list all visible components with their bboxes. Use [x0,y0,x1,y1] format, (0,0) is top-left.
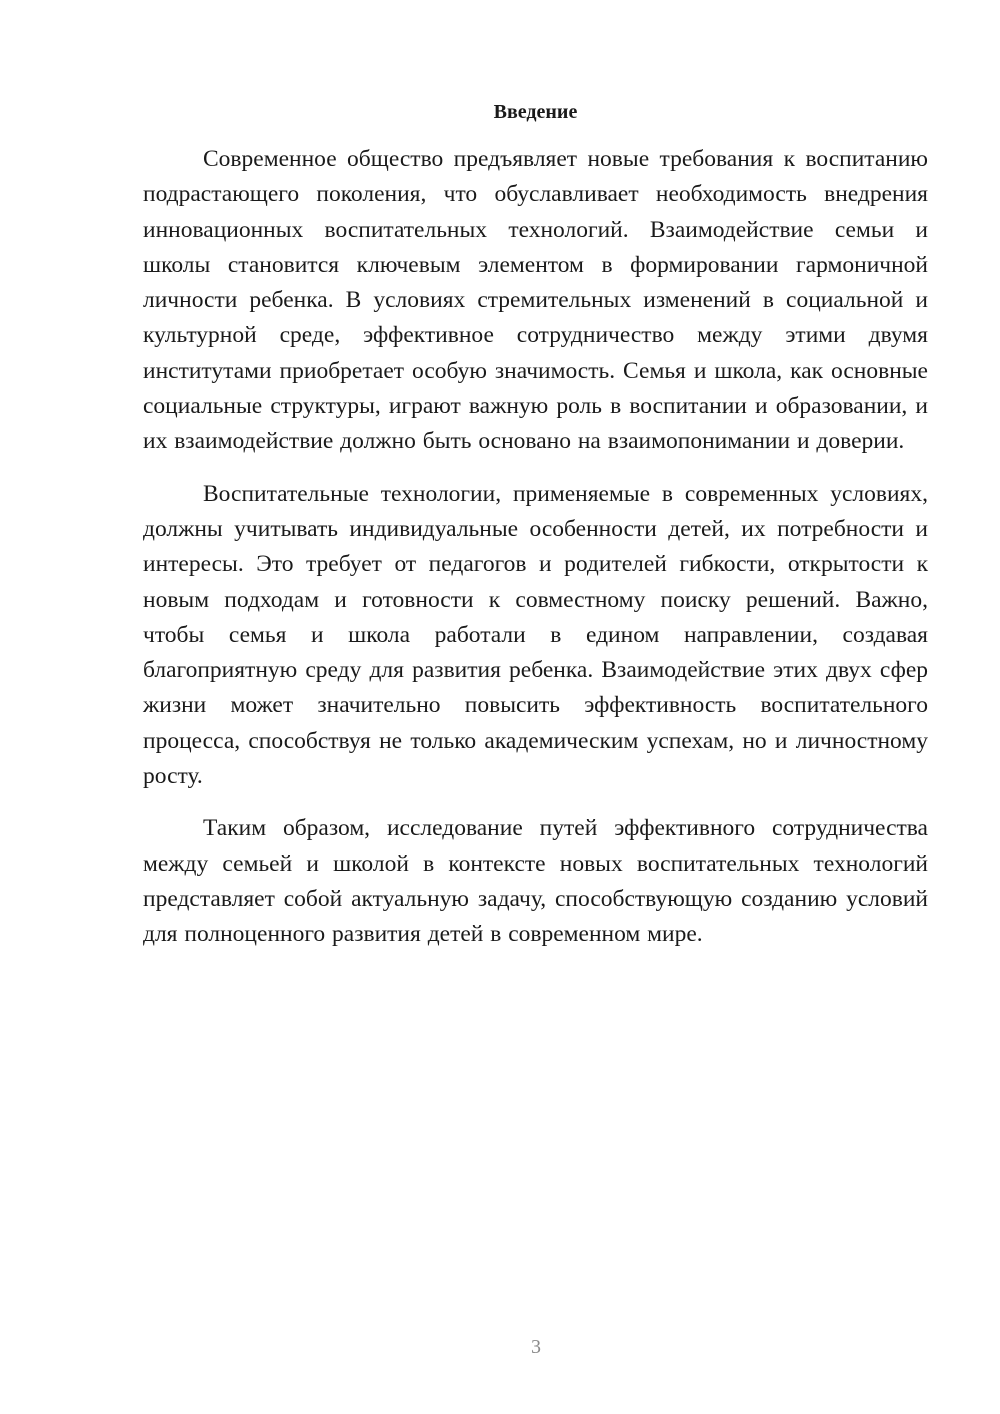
section-heading: Введение [493,101,578,123]
page-number: 3 [531,1336,541,1358]
body-text [143,142,928,970]
paragraph-2: Воспитательные технологии, применяемые в современных условиях, должны учитывать индивидуальные особенности детей, их потребности и интересы. Это требует от педагогов и родителей гибкости, открытости к новым подходам и готовности к совместному поиску решений. Важно, чтобы семья и школа работали в едином направлении, создавая благоприятную среду для развития ребенка. Взаимодействие этих двух сфер жизни может значительно повысить эффективность воспитательного процесса, способствуя не только академическим успехам, но и личностному росту. [143,480,928,790]
paragraph-3: Таким образом, исследование путей эффективного сотрудничества между семьей и школой в контексте новых воспитательных технологий представляет собой актуальную задачу, способствующую созданию условий для полноценного развития детей в современном мире. [143,815,928,948]
paragraph-1: Современное общество предъявляет новые требования к воспитанию подрастающего поколения, что обуславливает необходимость внедрения инновационных воспитательных технологий. Взаимодействие семьи и школы становится ключевым элементом в формировании гармоничной личности ребенка. В условиях стремительных изменений в социальной и культурной среде, эффективное сотрудничество между этими двумя институтами приобретает особую значимость. Семья и школа, как основные социальные структуры, играют важную роль в воспитании и образовании, и их взаимодействие должно быть основано на взаимопонимании и доверии. [143,146,928,455]
